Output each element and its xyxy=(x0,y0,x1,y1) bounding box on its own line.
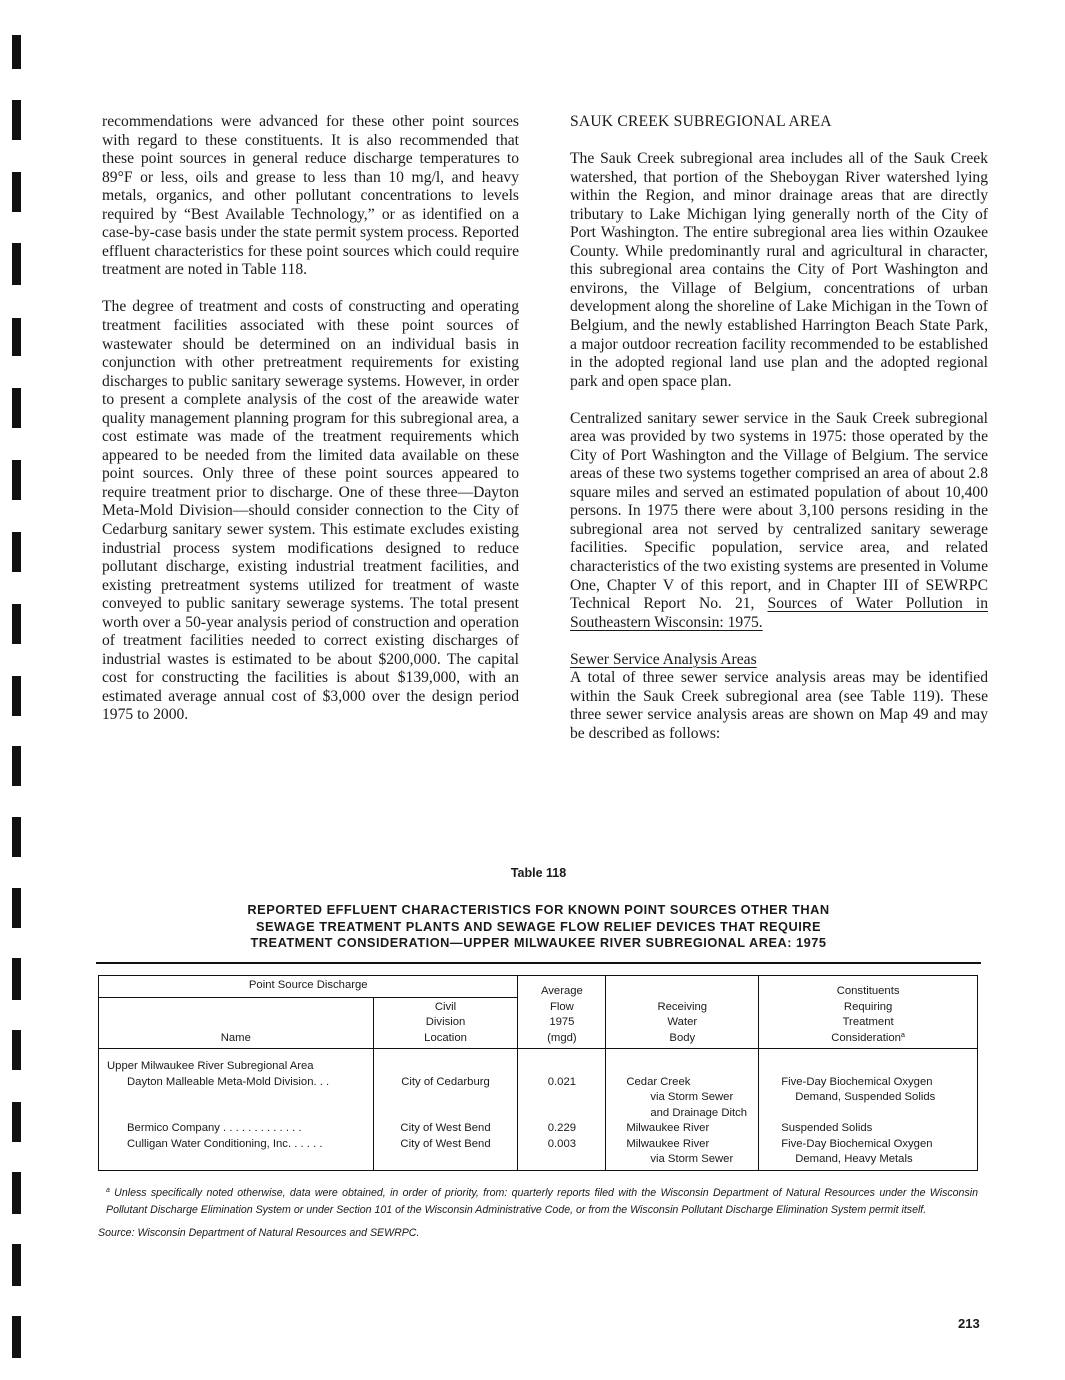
binding-mark xyxy=(12,1102,21,1142)
cell-text: Five-Day Biochemical Oxygen xyxy=(781,1137,933,1150)
cell-text: 0.229 xyxy=(547,1122,577,1134)
body-paragraph xyxy=(570,410,988,633)
header-point-source-discharge: Point Source Discharge xyxy=(99,975,518,997)
cell-text: 0.021 xyxy=(547,1075,577,1088)
table-top-rule xyxy=(96,962,981,964)
header-constituents xyxy=(759,975,978,1049)
table-title-line: REPORTED EFFLUENT CHARACTERISTICS FOR KNOWN POINT SOURCES OTHER THAN xyxy=(247,902,830,917)
binding-mark xyxy=(12,388,21,428)
table-source xyxy=(98,1227,981,1239)
header-line: Location xyxy=(424,1031,467,1044)
footnote-text: Unless specifically noted otherwise, data were obtained, in order of priority, from: quarterly reports filed with the Wisconsin Department of Natural Resources under the Wisconsin Pollutant Discharge Elimination System or under Section 101 of the Wisconsin Administrative Code, or from the Wisconsin Pollutant Discharge Elimination System permit itself. xyxy=(106,1186,978,1216)
cell-text: Demand, Heavy Metals xyxy=(795,1153,913,1165)
cell-civil xyxy=(373,1121,518,1170)
cell-text: Cedar Creek xyxy=(626,1075,691,1088)
cell-receiving xyxy=(606,1049,759,1122)
footnote-mark: a xyxy=(900,1030,905,1040)
binding-mark xyxy=(12,100,21,140)
cell-name: Dayton Malleable Meta-Mold Division. . . xyxy=(127,1075,330,1088)
page-number: 213 xyxy=(958,1316,980,1331)
cell-text: Suspended Solids xyxy=(781,1122,873,1134)
table-row xyxy=(99,1121,978,1170)
header-line: Division xyxy=(425,1016,466,1028)
header-line: Flow xyxy=(549,1000,574,1013)
binding-mark xyxy=(12,888,21,928)
table-row-subregion xyxy=(99,1049,978,1122)
header-line: Average xyxy=(540,985,583,997)
header-line: Civil xyxy=(434,1000,457,1013)
binding-mark xyxy=(12,172,21,212)
table-title xyxy=(96,902,981,952)
section-title: SAUK CREEK SUBREGIONAL AREA xyxy=(570,113,832,130)
header-name: Name xyxy=(99,997,374,1049)
table-block xyxy=(96,866,981,1239)
cell-text: via Storm Sewer xyxy=(650,1153,734,1165)
cell-text: City of Cedarburg xyxy=(401,1075,490,1088)
binding-mark xyxy=(12,243,21,285)
table-footnote xyxy=(106,1185,978,1220)
cell-constituents xyxy=(759,1121,978,1170)
cell-text: Upper Milwaukee River Subregional Area xyxy=(107,1060,314,1072)
body-paragraph: The Sauk Creek subregional area includes all of the Sauk Creek watershed, that portion of the Sheboygan River watershed lying within the Region, and minor drainage areas that are directly tributary to Lake Michigan lying generally north of the City of Port Washington. The entire subregional area lies within Ozaukee County. While predominantly rural and agricultural in character, this subregional area contains the City of Port Washington and environs, the Village of Belgium, concentrations of urban development along the shoreline of Lake Michigan in the Town of Belgium, and the newly established Harrington Beach State Park, a major outdoor recreation facility recommended to be established in the adopted regional land use plan and the adopted regional park and open space plan. xyxy=(570,150,988,390)
binding-mark xyxy=(12,958,21,1000)
binding-mark xyxy=(12,1030,21,1070)
header-line: Constituents xyxy=(836,985,900,997)
subheading: Sewer Service Analysis Areas xyxy=(570,650,757,668)
cell-text: Milwaukee River xyxy=(626,1137,710,1150)
binding-mark xyxy=(12,1316,21,1358)
binding-mark xyxy=(12,35,21,69)
header-line: Body xyxy=(669,1031,696,1044)
header-line: Water xyxy=(667,1016,698,1028)
subsection xyxy=(570,651,988,744)
binding-mark xyxy=(12,460,21,500)
header-receiving-water-body xyxy=(606,975,759,1049)
source-label: Source: xyxy=(98,1227,135,1240)
header-line: Receiving xyxy=(657,1000,708,1013)
binding-mark xyxy=(12,532,21,572)
paragraph-text: Centralized sanitary sewer service in the Sauk Creek subregional area was provided by two systems in 1975: those operated by the City of Port Washington and the Village of Belgium. The service areas of these two systems together comprised an area of about 2.8 square miles and served an estimated population of about 10,400 persons. In 1975 there were about 3,100 persons residing in the subregional area not served by centralized sanitary sewerage facilities. Specific population, service area, and related characteristics of the two existing systems are presented in Volume One, Chapter V of this report, and in Chapter III of SEWRPC Technical Report No. 21, xyxy=(570,409,988,613)
header-text: Consideration xyxy=(831,1031,901,1044)
header-line: (mgd) xyxy=(547,1031,577,1044)
binding-mark xyxy=(12,746,21,786)
table-title-line: TREATMENT CONSIDERATION—UPPER MILWAUKEE RIVER SUBREGIONAL AREA: 1975 xyxy=(250,935,827,950)
effluent-table xyxy=(98,975,978,1171)
cell-flow xyxy=(518,1121,606,1170)
cell-text: 0.003 xyxy=(547,1137,577,1150)
cell-text: City of West Bend xyxy=(400,1122,491,1134)
cell-text: Demand, Suspended Solids xyxy=(795,1091,936,1103)
table-title-line: SEWAGE TREATMENT PLANTS AND SEWAGE FLOW RELIEF DEVICES THAT REQUIRE xyxy=(255,918,822,934)
report-title: Sources of Water Pollution in Southeastern Wisconsin: 1975. xyxy=(570,595,988,631)
cell-text: City of West Bend xyxy=(400,1137,491,1150)
footnote-mark: a xyxy=(106,1187,110,1195)
header-line: Requiring xyxy=(843,1000,893,1013)
header-line: Treatment xyxy=(842,1016,894,1028)
header-line xyxy=(763,1031,973,1047)
cell-text: Culligan Water Conditioning, Inc. . . . . . xyxy=(127,1137,323,1150)
left-column xyxy=(102,113,519,725)
cell-text: Bermico Company . . . . . . . . . . . . . xyxy=(127,1122,302,1134)
cell-text: and Drainage Ditch xyxy=(650,1106,748,1119)
binding-mark xyxy=(12,1172,21,1214)
cell-flow xyxy=(518,1049,606,1122)
source-text: Wisconsin Department of Natural Resources and SEWRPC. xyxy=(137,1227,420,1240)
cell-constituents xyxy=(759,1049,978,1122)
binding-mark xyxy=(12,604,21,644)
header-line: 1975 xyxy=(549,1016,575,1028)
body-paragraph: recommendations were advanced for these other point sources with regard to these constituents. It is also recommended that these point sources in general reduce discharge temperatures to 89°F or less, oils and grease to less than 10 mg/l, and heavy metals, organics, and other pollutant concentrations to levels required by “Best Available Technology,” or as identified on a case-by-case basis under the state permit system process. Reported effluent characteristics for these point sources which could require treatment are noted in Table 118. xyxy=(102,113,519,279)
body-paragraph: A total of three sewer service analysis areas may be identified within the Sauk Creek subregional area (see Table 119). These three sewer service analysis areas are shown on Map 49 and may be described as follows: xyxy=(570,669,988,742)
binding-mark xyxy=(12,676,21,716)
right-column xyxy=(570,113,988,743)
cell-civil xyxy=(373,1049,518,1122)
cell-name xyxy=(99,1121,374,1170)
table-number: Table 118 xyxy=(510,866,567,880)
cell-text: via Storm Sewer xyxy=(650,1091,734,1103)
cell-receiving xyxy=(606,1121,759,1170)
binding-marks xyxy=(12,0,26,1380)
header-flow xyxy=(518,975,606,1049)
subregion-label xyxy=(99,1049,374,1122)
cell-text: Five-Day Biochemical Oxygen xyxy=(781,1075,933,1088)
binding-mark xyxy=(12,817,21,857)
body-paragraph: The degree of treatment and costs of constructing and operating treatment facilities associated with these point sources of wastewater should be determined on an individual basis in conjunction with other pretreatment requirements for existing discharges to public sanitary sewerage systems. However, in order to present a complete analysis of the cost of the areawide water quality management planning program for this subregional area, a cost estimate was made of the treatment requirements which appeared to be needed from the limited data available on these point sources. Only three of these point sources appeared to require treatment prior to discharge. One of these three—Dayton Meta-Mold Division—should consider connection to the City of Cedarburg sanitary sewer system. This estimate excludes existing industrial process system modifications designed to reduce pollutant discharge, existing industrial treatment facilities, and existing pretreatment systems utilized for treatment of waste conveyed to public sanitary sewerage systems. The total present worth over a 50-year analysis period of construction and operation of treatment facilities needed to correct existing discharges of industrial wastes is estimated to be about $200,000. The capital cost for constructing the facilities is about $139,000, with an estimated average annual cost of $3,000 over the design period 1975 to 2000. xyxy=(102,298,519,724)
cell-text: Milwaukee River xyxy=(626,1122,710,1134)
binding-mark xyxy=(12,318,21,356)
binding-mark xyxy=(12,1244,21,1286)
header-civil-division xyxy=(373,997,518,1049)
